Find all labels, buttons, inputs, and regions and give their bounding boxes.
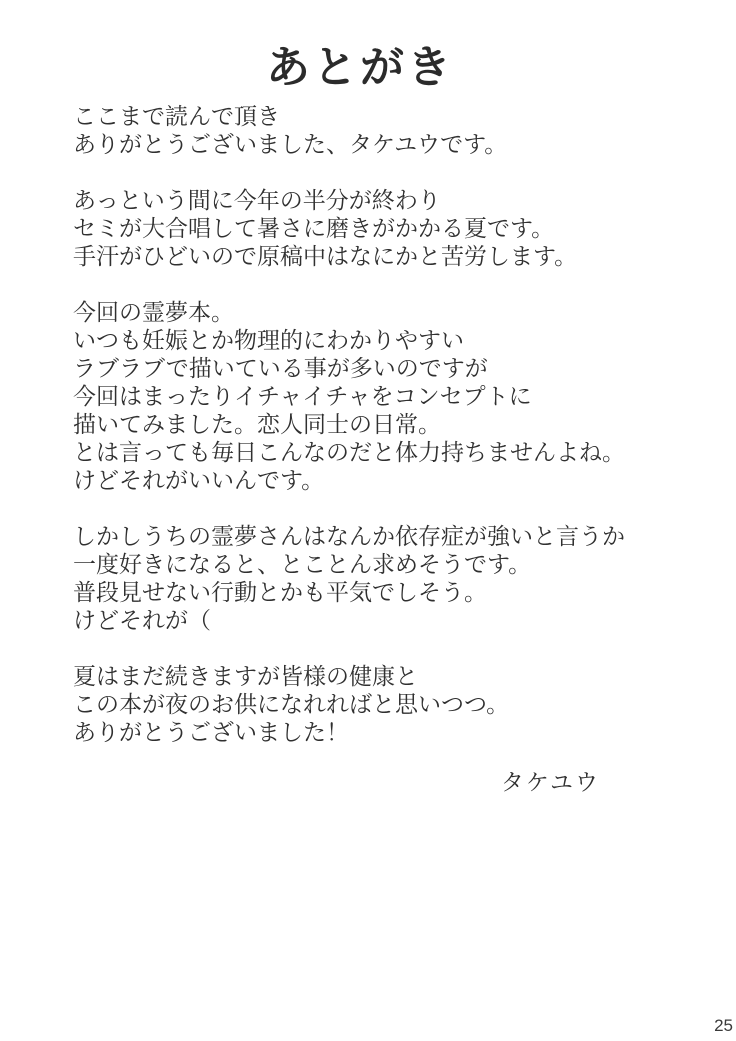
text-line: ありがとうございました、タケユウです。 [73, 131, 508, 157]
text-line: ここまで読んで頂き [73, 103, 280, 129]
text-line: あっという間に今年の半分が終わり [73, 187, 441, 213]
text-line: セミが大合唱して暑さに磨きがかかる夏です。 [73, 215, 555, 241]
text-line: 夏はまだ続きますが皆様の健康と [73, 663, 418, 689]
paragraph-character [73, 522, 673, 634]
text-line: 普段見せない行動とかも平気でしそう。 [73, 579, 487, 605]
paragraph-thanks [73, 102, 673, 158]
afterword-body [73, 102, 673, 774]
text-line: 一度好きになると、とことん求めそうです。 [73, 551, 532, 577]
paragraph-summer [73, 186, 673, 270]
text-line: ありがとうございました！ [73, 719, 349, 745]
text-line: 描いてみました。恋人同士の日常。 [73, 411, 441, 437]
text-line: とは言っても毎日こんなのだと体力持ちませんよね。 [73, 439, 625, 465]
text-line: 今回の霊夢本。 [73, 299, 234, 325]
page-title: あとがき [266, 43, 454, 92]
text-line: 今回はまったりイチャイチャをコンセプトに [73, 383, 532, 409]
paragraph-closing [73, 662, 673, 746]
text-line: ラブラブで描いている事が多いのですが [73, 355, 488, 381]
author-signature: タケユウ [500, 769, 600, 795]
paragraph-concept [73, 298, 673, 494]
page-number: 25 [714, 1016, 733, 1035]
text-line: しかしうちの霊夢さんはなんか依存症が強いと言うか [73, 523, 625, 549]
text-line: いつも妊娠とか物理的にわかりやすい [73, 327, 464, 353]
text-line: けどそれが（ [73, 607, 211, 633]
text-line: 手汗がひどいので原稿中はなにかと苦労します。 [73, 243, 578, 269]
text-line: けどそれがいいんです。 [73, 467, 325, 493]
text-line: この本が夜のお供になれればと思いつつ。 [73, 691, 510, 717]
